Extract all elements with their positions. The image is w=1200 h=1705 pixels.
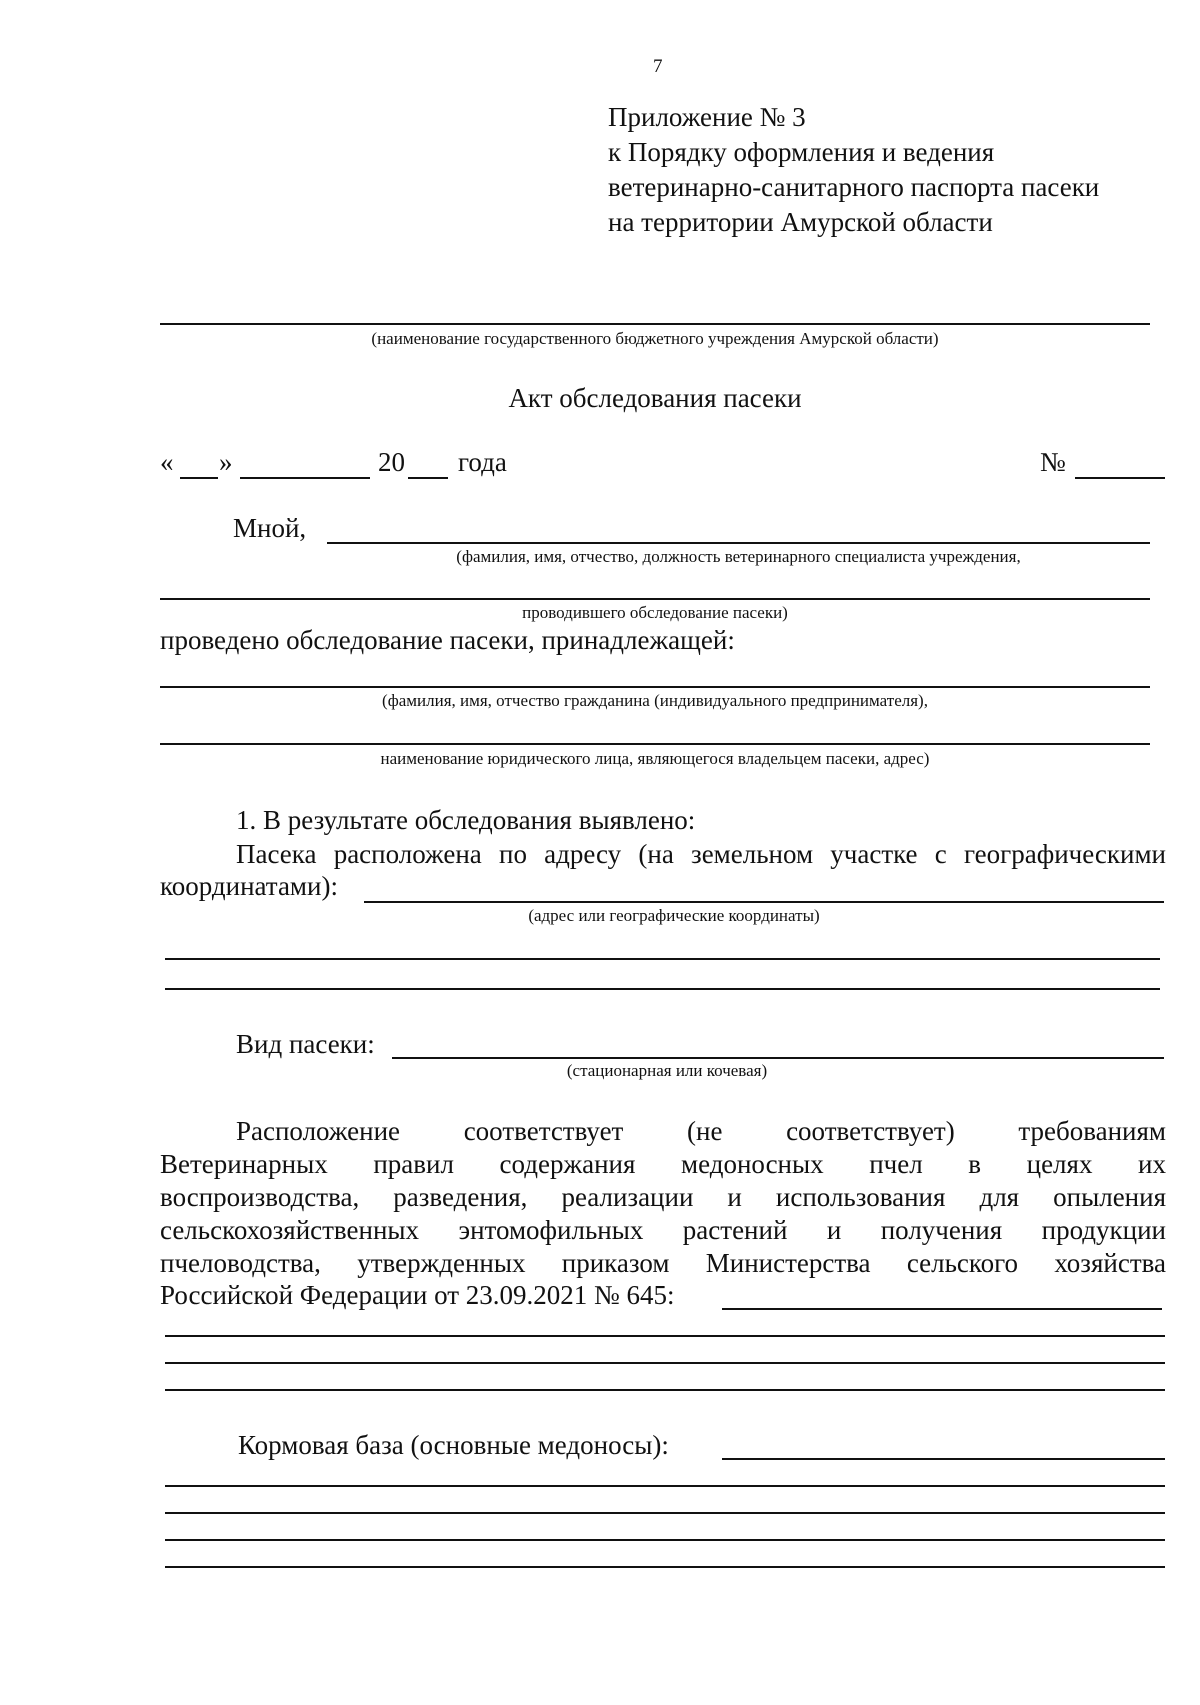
owner-caption-2: наименование юридического лица, являющегося владельцем пасеки, адрес) — [380, 749, 930, 768]
compliance-field-4[interactable] — [165, 1389, 1165, 1391]
annex-line-4: на территории Амурской области — [608, 207, 993, 237]
forage-field-1[interactable] — [722, 1458, 1165, 1460]
institution-field[interactable] — [160, 323, 1150, 325]
compliance-field-1[interactable] — [722, 1308, 1162, 1310]
compliance-field-3[interactable] — [165, 1362, 1165, 1364]
apiary-type-field[interactable] — [392, 1057, 1164, 1059]
date-day-field[interactable] — [180, 477, 218, 479]
forage-field-2[interactable] — [165, 1485, 1165, 1487]
location-text-line-2: координатами): — [160, 871, 338, 901]
compliance-field-2[interactable] — [165, 1335, 1165, 1337]
owner-intro: проведено обследование пасеки, принадлежащей: — [160, 625, 735, 655]
annex-title: Приложение № 3 — [608, 102, 806, 132]
apiary-type-caption: (стационарная или кочевая) — [566, 1061, 768, 1080]
date-year-field[interactable] — [408, 477, 448, 479]
forage-label: Кормовая база (основные медоносы): — [238, 1430, 669, 1460]
compliance-last-line: Российской Федерации от 23.09.2021 № 645: — [160, 1280, 675, 1310]
annex-header — [608, 100, 1099, 240]
compliance-line-5: пчеловодства, утвержденных приказом Министерства сельского хозяйства — [160, 1248, 1166, 1278]
page-number: 7 — [653, 56, 663, 77]
act-number-field[interactable] — [1075, 477, 1165, 479]
owner-caption-1: (фамилия, имя, отчество гражданина (индивидуального предпринимателя), — [382, 691, 928, 710]
date-line — [160, 447, 174, 478]
findings-heading: 1. В результате обследования выявлено: — [236, 805, 696, 835]
act-number-sign: № — [1040, 447, 1066, 477]
inspector-label: Мной, — [233, 513, 307, 543]
apiary-type-label: Вид пасеки: — [236, 1029, 375, 1059]
institution-caption: (наименование государственного бюджетного учреждения Амурской области) — [371, 329, 939, 348]
date-year-suffix: года — [458, 447, 507, 477]
location-text-line-1: Пасека расположена по адресу (на земельном участке с географическими — [236, 839, 1166, 869]
document-title: Акт обследования пасеки — [508, 383, 802, 413]
location-field-1[interactable] — [364, 901, 1164, 903]
date-close-quote: » — [219, 447, 233, 477]
forage-field-3[interactable] — [165, 1512, 1165, 1514]
date-year-prefix: 20 — [378, 447, 405, 477]
inspector-field-2[interactable] — [160, 598, 1150, 600]
compliance-line-1: Расположение соответствует (не соответствует) требованиям — [236, 1116, 1166, 1146]
date-open-quote: « — [160, 447, 174, 477]
compliance-line-2: Ветеринарных правил содержания медоносных пчел в целях их — [160, 1149, 1166, 1179]
location-field-3[interactable] — [165, 988, 1160, 990]
inspector-caption-2: проводившего обследование пасеки) — [522, 603, 788, 622]
compliance-line-4: сельскохозяйственных энтомофильных растений и получения продукции — [160, 1215, 1166, 1245]
location-caption: (адрес или географические координаты) — [528, 906, 820, 925]
inspector-caption-1: (фамилия, имя, отчество, должность ветеринарного специалиста учреждения, — [456, 547, 1021, 566]
owner-field-2[interactable] — [160, 743, 1150, 745]
inspector-field-1[interactable] — [327, 542, 1150, 544]
owner-field-1[interactable] — [160, 686, 1150, 688]
location-field-2[interactable] — [165, 958, 1160, 960]
forage-field-4[interactable] — [165, 1539, 1165, 1541]
forage-field-5[interactable] — [165, 1566, 1165, 1568]
compliance-line-3: воспроизводства, разведения, реализации и использования для опыления — [160, 1182, 1166, 1212]
annex-line-3: ветеринарно-санитарного паспорта пасеки — [608, 172, 1100, 202]
date-month-field[interactable] — [240, 477, 370, 479]
annex-line-2: к Порядку оформления и ведения — [608, 137, 995, 167]
